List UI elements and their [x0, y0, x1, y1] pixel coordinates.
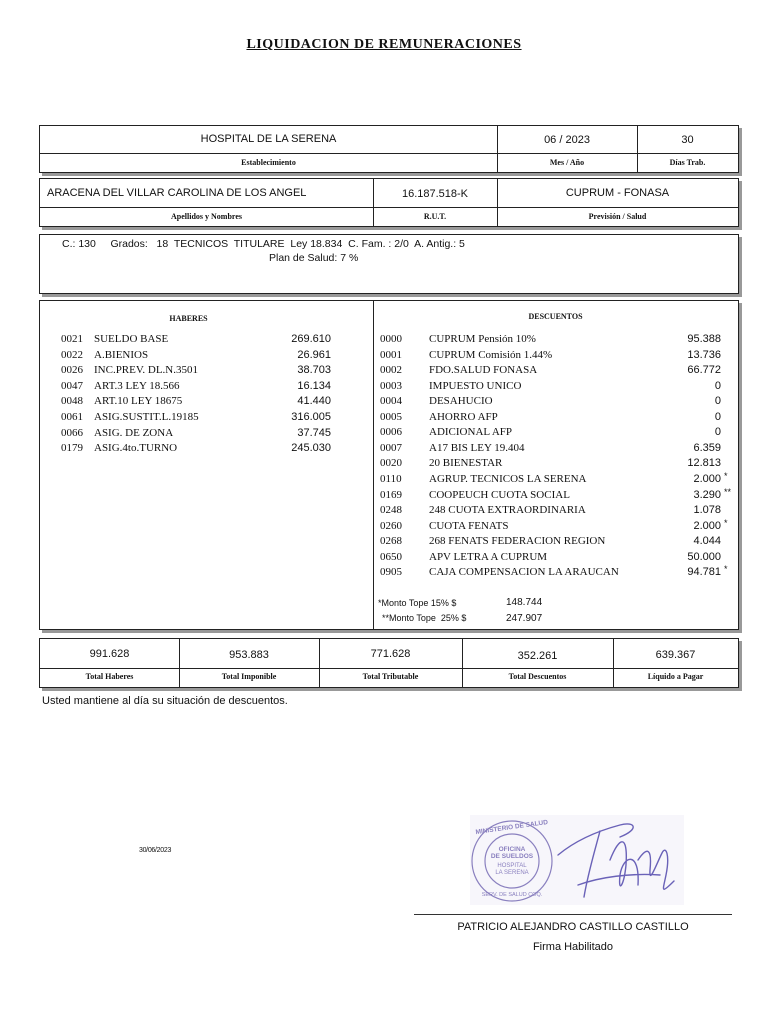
- haber-code: 0021: [61, 333, 83, 345]
- establishment-value: HOSPITAL DE LA SERENA: [200, 133, 337, 145]
- total-imponible-value: 953.883: [229, 649, 269, 661]
- stamp-hospital-text: HOSPITAL: [497, 863, 527, 869]
- haber-name: ART.10 LEY 18675: [94, 395, 183, 408]
- descuento-code: 0169: [380, 488, 402, 501]
- stamp-dept-text: DE SUELDOS: [490, 853, 534, 860]
- haber-code: 0179: [61, 442, 83, 455]
- haber-code: 0022: [61, 348, 83, 361]
- descuento-code: 0003: [380, 379, 402, 392]
- descuento-amount: 0: [714, 395, 721, 408]
- descuento-amount: 0: [714, 426, 721, 439]
- descuento-amount: 1.078: [693, 504, 721, 517]
- descuento-name: DESAHUCIO: [429, 395, 493, 408]
- haber-amount: 37.745: [297, 426, 331, 439]
- total-haberes-label: Total Haberes: [85, 672, 134, 681]
- employee-box: [39, 178, 739, 227]
- prevision-value: CUPRUM - FONASA: [565, 187, 670, 199]
- descuento-amount: 50.000: [687, 550, 721, 563]
- descuento-name: CUPRUM Comisión 1.44%: [429, 348, 553, 361]
- descuento-amount: 6.359: [693, 441, 721, 454]
- haberes-title: HABERES: [169, 314, 208, 323]
- total-descuentos-value: 352.261: [517, 650, 558, 662]
- descuento-name: 268 FENATS FEDERACION REGION: [429, 535, 606, 548]
- descuento-amount: 2.000: [693, 472, 721, 485]
- period-label: Mes / Año: [549, 158, 585, 167]
- haber-name: ASIG. DE ZONA: [94, 426, 174, 439]
- haber-code: 0048: [61, 395, 83, 408]
- descuento-name: 20 BIENESTAR: [429, 457, 503, 470]
- descuento-name: AHORRO AFP: [429, 410, 498, 423]
- total-imponible-label: Total Imponible: [221, 672, 277, 681]
- descuento-mark: *: [724, 470, 728, 481]
- descuento-name: 248 CUOTA EXTRAORDINARIA: [429, 504, 586, 517]
- descuento-code: 0268: [380, 535, 402, 548]
- stamp-office-text: OFICINA: [498, 846, 526, 853]
- descuento-amount: 0: [714, 410, 721, 423]
- haber-name: INC.PREV. DL.N.3501: [94, 364, 199, 377]
- descuento-code: 0001: [380, 348, 402, 361]
- stamp-city-text: LA SERENA: [495, 870, 529, 876]
- descuento-name: AGRUP. TECNICOS LA SERENA: [429, 472, 587, 485]
- establishment-label: Establecimiento: [241, 158, 296, 167]
- descuento-code: 0004: [380, 395, 402, 408]
- haber-name: A.BIENIOS: [94, 348, 149, 361]
- descuento-name: IMPUESTO UNICO: [429, 379, 522, 392]
- liquido-label: Líquido a Pagar: [647, 672, 704, 681]
- tope25-label: **Monto Tope 25% $: [382, 613, 467, 623]
- descuento-name: CUPRUM Pensión 10%: [429, 333, 536, 345]
- descuento-code: 0002: [380, 364, 402, 377]
- descuento-code: 0005: [380, 410, 402, 423]
- descuento-code: 0260: [380, 519, 402, 532]
- haber-name: ASIG.4to.TURNO: [94, 442, 178, 455]
- descuento-amount: 2.000: [693, 519, 721, 532]
- haber-name: SUELDO BASE: [94, 333, 169, 345]
- haber-amount: 38.703: [297, 364, 331, 377]
- prevision-label: Previsión / Salud: [588, 212, 647, 221]
- rut-value: 16.187.518-K: [401, 188, 469, 200]
- stamp-ministry-text: MINISTERIO DE SALUD: [475, 818, 549, 837]
- descuentos-title: DESCUENTOS: [528, 312, 583, 321]
- descuento-amount: 12.813: [687, 457, 721, 470]
- descuento-mark: *: [724, 564, 728, 575]
- descuento-amount: 4.044: [693, 535, 721, 548]
- haber-name: ART.3 LEY 18.566: [94, 379, 180, 392]
- haber-amount: 245.030: [291, 442, 331, 455]
- descuento-mark: **: [724, 486, 732, 497]
- employee-name: ARACENA DEL VILLAR CAROLINA DE LOS ANGEL: [47, 187, 307, 199]
- total-haberes-value: 991.628: [89, 648, 130, 660]
- total-tributable-label: Total Tributable: [362, 672, 419, 681]
- days-label: Días Trab.: [669, 158, 706, 167]
- haber-code: 0061: [61, 411, 83, 423]
- info-box: [39, 234, 739, 294]
- haber-amount: 316.005: [291, 411, 331, 423]
- days-value: 30: [681, 134, 694, 146]
- details-box: [39, 300, 739, 630]
- descuento-name: CAJA COMPENSACION LA ARAUCAN: [429, 566, 619, 579]
- descuento-code: 0020: [380, 457, 402, 470]
- stamp-service-text: SERV. DE SALUD COQ.: [481, 892, 543, 898]
- descuento-name: APV LETRA A CUPRUM: [429, 550, 548, 563]
- totals-box: [39, 638, 739, 688]
- document-title: LIQUIDACION DE REMUNERACIONES: [246, 37, 522, 52]
- info-line-1: C.: 130 Grados: 18 TECNICOS TITULARE Ley 18.834 C. Fam. : 2/0 A. Antig.: 5: [62, 238, 465, 250]
- descuento-name: ADICIONAL AFP: [429, 426, 513, 439]
- descuento-name: CUOTA FENATS: [429, 519, 509, 532]
- signature-line: [414, 914, 732, 915]
- period-value: 06 / 2023: [544, 134, 590, 146]
- descuento-amount: 3.290: [693, 488, 721, 501]
- haber-amount: 16.134: [297, 379, 331, 392]
- descuento-amount: 0: [714, 379, 721, 392]
- descuento-amount: 66.772: [687, 364, 721, 377]
- haber-code: 0026: [61, 364, 83, 377]
- tope25-value: 247.907: [506, 613, 543, 624]
- issue-date: 30/06/2023: [139, 847, 172, 854]
- signer-name: PATRICIO ALEJANDRO CASTILLO CASTILLO: [457, 921, 689, 933]
- tope15-value: 148.744: [506, 597, 543, 608]
- descuento-code: 0248: [380, 504, 402, 517]
- name-label: Apellidos y Nombres: [171, 212, 242, 221]
- descuento-name: COOPEUCH CUOTA SOCIAL: [429, 488, 570, 501]
- rut-label: R.U.T.: [423, 212, 447, 221]
- stamp-signature: [470, 815, 684, 905]
- haber-name: ASIG.SUSTIT.L.19185: [94, 411, 199, 423]
- footer-note: Usted mantiene al día su situación de descuentos.: [42, 695, 288, 707]
- descuento-amount: 94.781: [687, 566, 721, 579]
- descuento-code: 0650: [380, 550, 402, 563]
- descuento-name: A17 BIS LEY 19.404: [429, 441, 525, 454]
- establishment-box: [39, 125, 739, 173]
- haber-code: 0047: [61, 379, 83, 392]
- descuento-code: 0905: [380, 566, 402, 579]
- signer-role: Firma Habilitado: [532, 941, 614, 953]
- haber-amount: 41.440: [297, 395, 331, 408]
- total-descuentos-label: Total Descuentos: [508, 672, 567, 681]
- descuento-code: 0000: [380, 333, 402, 345]
- haber-amount: 26.961: [297, 348, 331, 361]
- descuento-amount: 95.388: [687, 333, 721, 345]
- descuento-mark: *: [724, 517, 728, 528]
- liquido-value: 639.367: [655, 649, 696, 661]
- descuento-code: 0007: [380, 441, 402, 454]
- descuento-code: 0006: [380, 426, 402, 439]
- descuento-amount: 13.736: [687, 348, 721, 361]
- health-plan: Plan de Salud: 7 %: [269, 252, 359, 264]
- haber-amount: 269.610: [291, 333, 331, 345]
- total-tributable-value: 771.628: [370, 648, 411, 660]
- descuento-name: FDO.SALUD FONASA: [429, 364, 538, 377]
- haber-code: 0066: [61, 426, 83, 439]
- tope15-label: *Monto Tope 15% $: [378, 598, 457, 608]
- descuento-code: 0110: [380, 472, 402, 485]
